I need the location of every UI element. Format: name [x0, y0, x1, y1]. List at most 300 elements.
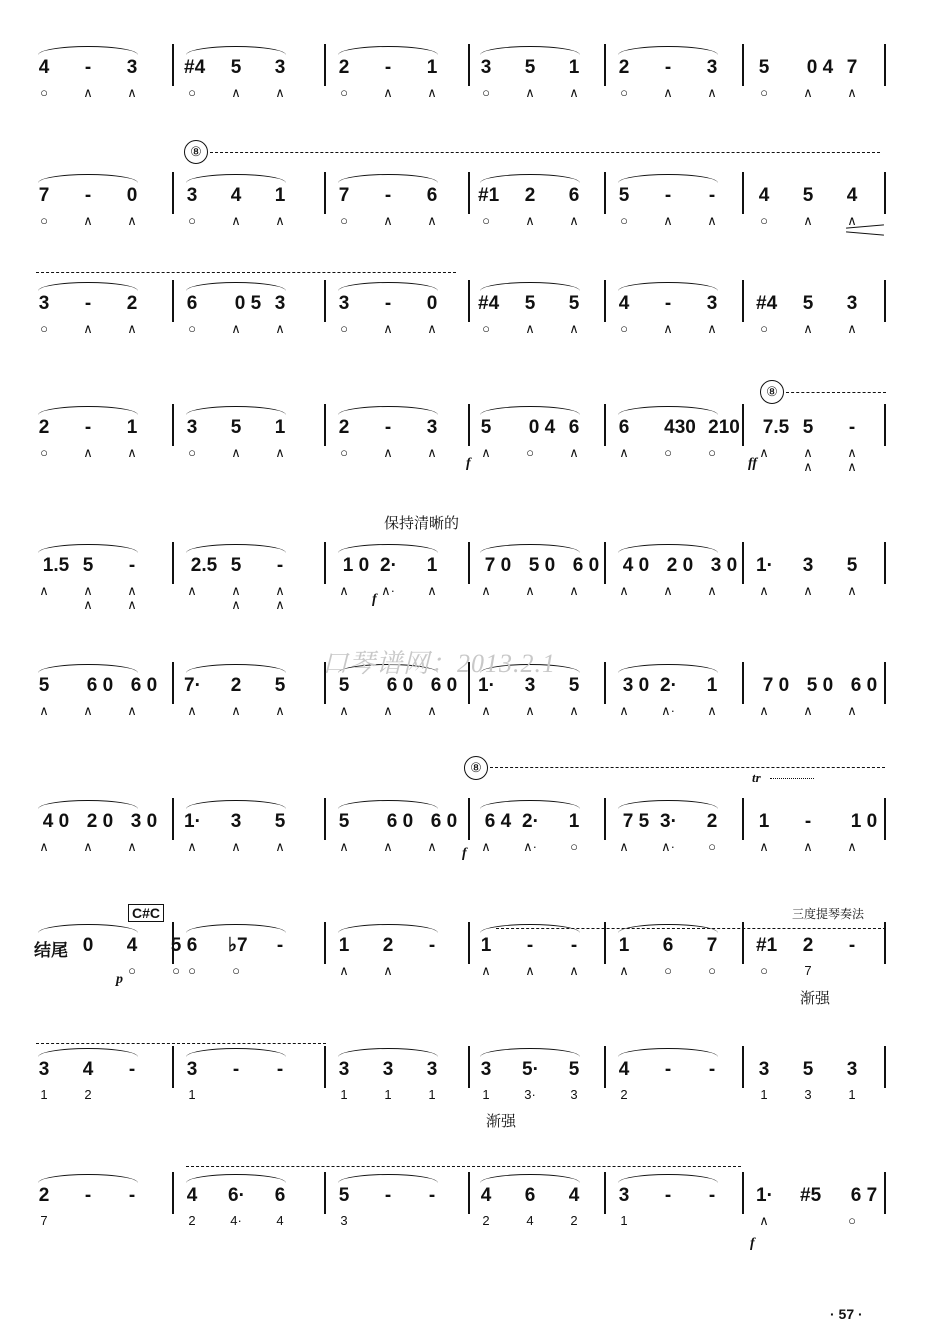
note: 1 — [426, 57, 438, 78]
bar-line — [468, 1172, 470, 1214]
slur — [480, 406, 580, 415]
technique-mark: ∧ — [569, 85, 579, 100]
technique-mark: ∧ — [525, 963, 535, 978]
technique-mark: ∧ — [83, 85, 93, 100]
note: 6 — [662, 935, 674, 956]
note: 6 0 — [430, 811, 458, 832]
note: 7 — [706, 935, 718, 956]
note: - — [848, 417, 856, 438]
note: 6 0 — [130, 675, 158, 696]
technique-mark: ∧ — [187, 583, 197, 598]
note: - — [84, 293, 92, 314]
technique-mark: 4 — [526, 1213, 534, 1228]
technique-mark: ∧ — [619, 583, 629, 598]
note: #4 — [478, 293, 500, 314]
slur — [618, 46, 718, 55]
note: 1· — [478, 675, 495, 696]
note: 3 — [524, 675, 536, 696]
bar-line — [884, 172, 886, 214]
octave-line-1 — [210, 152, 880, 153]
note: 5 0 — [806, 675, 834, 696]
note: - — [428, 935, 436, 956]
technique-mark: ○ — [760, 213, 768, 228]
technique-mark: ∧ — [231, 213, 241, 228]
note: 5 — [230, 555, 242, 576]
dynamic-f-2: f — [372, 592, 377, 607]
technique-mark: ∧ — [383, 963, 393, 978]
note: 3 — [126, 57, 138, 78]
note: 6 0 — [386, 675, 414, 696]
bar-line — [172, 404, 174, 446]
note: - — [664, 57, 672, 78]
note: #1 — [756, 935, 778, 956]
bar-line — [324, 922, 326, 964]
technique-mark: ○ — [128, 963, 136, 978]
dynamic-p: p — [116, 972, 123, 987]
note: 2· — [522, 811, 539, 832]
note: 2 — [802, 935, 814, 956]
bar-line — [884, 662, 886, 704]
bar-line — [604, 280, 606, 322]
technique-mark: ∧ — [427, 321, 437, 336]
note: 1· — [756, 1185, 773, 1206]
technique-mark: ∧ — [759, 583, 769, 598]
technique-mark: 1 — [40, 1087, 48, 1102]
technique-mark: ∧ — [707, 583, 717, 598]
slur — [38, 664, 138, 673]
ending-label: 结尾 — [34, 941, 68, 960]
note: 1 0 — [850, 811, 878, 832]
technique-mark: ∧ — [663, 85, 673, 100]
slur — [618, 664, 718, 673]
note: 3 — [338, 1059, 350, 1080]
bar-line — [172, 44, 174, 86]
note: 4 — [82, 1059, 94, 1080]
crescendo-hairpin-2 — [846, 231, 884, 235]
slur — [480, 1048, 580, 1057]
slur — [38, 174, 138, 183]
note: 6 0 — [572, 555, 600, 576]
note: 7 0 — [484, 555, 512, 576]
note: 7 0 — [762, 675, 790, 696]
technique-mark: ∧ — [481, 583, 491, 598]
note: - — [570, 935, 578, 956]
bar-line — [742, 1172, 744, 1214]
bar-line — [172, 280, 174, 322]
technique-mark: ○ — [708, 839, 716, 854]
technique-mark: 4 — [276, 1213, 284, 1228]
bar-line — [468, 542, 470, 584]
slur — [618, 282, 718, 291]
bar-line — [324, 542, 326, 584]
technique-mark: ∧ — [39, 703, 49, 718]
note: 2 — [618, 57, 630, 78]
note: - — [384, 57, 392, 78]
note: 3 — [480, 1059, 492, 1080]
note: 3 — [618, 1185, 630, 1206]
octave-line-6 — [36, 1043, 326, 1044]
technique-mark: ∧ — [663, 321, 673, 336]
note: - — [276, 935, 284, 956]
note: 5 — [524, 57, 536, 78]
technique-mark: ∧ — [339, 583, 349, 598]
note: 1 — [274, 185, 286, 206]
technique-mark: ∧ — [569, 321, 579, 336]
note: 4 — [230, 185, 242, 206]
technique-mark: ○ — [340, 321, 348, 336]
technique-mark: ∧ ∧ — [127, 583, 137, 612]
note: - — [384, 417, 392, 438]
note: 430 — [664, 417, 696, 438]
note: 5 — [274, 811, 286, 832]
note: 1 — [568, 57, 580, 78]
bar-line — [884, 798, 886, 840]
slur — [480, 282, 580, 291]
note: 0 4 — [528, 417, 556, 438]
note: - — [84, 417, 92, 438]
bar-line — [468, 798, 470, 840]
slur — [338, 800, 438, 809]
slur — [38, 282, 138, 291]
slur — [186, 924, 286, 933]
note: 3 — [802, 555, 814, 576]
note: 0 5 — [234, 293, 262, 314]
technique-mark: ∧ — [83, 213, 93, 228]
technique-mark: ∧ — [83, 703, 93, 718]
technique-mark: 3· — [524, 1087, 536, 1102]
note: - — [276, 1059, 284, 1080]
technique-mark: ∧ — [231, 85, 241, 100]
technique-mark: ○ — [760, 963, 768, 978]
bar-line — [742, 1046, 744, 1088]
technique-mark: ∧ — [525, 321, 535, 336]
technique-mark: ∧ — [231, 703, 241, 718]
note: 1 — [706, 675, 718, 696]
slur — [38, 406, 138, 415]
note: 5 — [524, 293, 536, 314]
technique-mark: ∧ — [619, 839, 629, 854]
technique-mark: ∧ — [481, 963, 491, 978]
technique-mark: ○ — [620, 213, 628, 228]
bar-line — [884, 44, 886, 86]
technique-mark: ○ — [188, 213, 196, 228]
note: 3 — [426, 1059, 438, 1080]
bar-line — [884, 280, 886, 322]
bar-line — [324, 1172, 326, 1214]
note: 5 0 — [528, 555, 556, 576]
note: 6 — [524, 1185, 536, 1206]
technique-mark: 2 — [570, 1213, 578, 1228]
technique-mark: ∧ — [569, 703, 579, 718]
technique-mark: ∧ — [803, 213, 813, 228]
note: - — [664, 1059, 672, 1080]
bar-line — [468, 44, 470, 86]
octave-mark-2: ⑧ — [760, 380, 784, 404]
technique-mark: ∧ — [759, 445, 769, 460]
slur — [338, 174, 438, 183]
technique-mark: ∧ — [39, 583, 49, 598]
note: - — [526, 935, 534, 956]
technique-mark: ∧ — [127, 85, 137, 100]
technique-mark: ∧ — [569, 213, 579, 228]
technique-mark: ∧ ∧ — [83, 583, 93, 612]
bar-line — [604, 662, 606, 704]
note: 1 — [568, 811, 580, 832]
technique-mark: 1 — [340, 1087, 348, 1102]
note: 6 0 — [850, 675, 878, 696]
slur — [186, 46, 286, 55]
note: 3 — [382, 1059, 394, 1080]
technique-mark: ∧ — [847, 213, 857, 228]
technique-mark: ○ — [40, 445, 48, 460]
note: - — [128, 1185, 136, 1206]
technique-mark: ∧ — [427, 445, 437, 460]
note: 4 — [846, 185, 858, 206]
note: 4 — [568, 1185, 580, 1206]
technique-mark: ∧ — [231, 839, 241, 854]
note: 3 — [38, 1059, 50, 1080]
technique-mark: 1 — [428, 1087, 436, 1102]
technique-mark: ∧ — [275, 213, 285, 228]
note: 0 4 — [806, 57, 834, 78]
technique-mark: 3 — [340, 1213, 348, 1228]
note: - — [708, 1059, 716, 1080]
bar-line — [742, 280, 744, 322]
bar-line — [324, 280, 326, 322]
note: 3 — [426, 417, 438, 438]
note: - — [232, 1059, 240, 1080]
octave-mark-3: ⑧ — [464, 756, 488, 780]
technique-mark: 2 — [482, 1213, 490, 1228]
technique-mark: ∧ — [383, 321, 393, 336]
technique-mark: ∧ — [187, 839, 197, 854]
technique-mark: ∧ — [427, 703, 437, 718]
note: - — [384, 185, 392, 206]
note: 1 — [126, 417, 138, 438]
technique-mark: ∧ — [847, 583, 857, 598]
note: - — [708, 1185, 716, 1206]
technique-mark: ○ — [482, 85, 490, 100]
technique-mark: ○ — [232, 963, 240, 978]
note: 2 — [38, 417, 50, 438]
note: 210 — [708, 417, 740, 438]
technique-mark: ○ — [188, 85, 196, 100]
slur — [338, 406, 438, 415]
slur — [618, 544, 718, 553]
technique-mark: ∧ — [619, 963, 629, 978]
note: 2 — [230, 675, 242, 696]
slur — [186, 406, 286, 415]
technique-mark: ∧ — [383, 213, 393, 228]
technique-mark: 4· — [230, 1213, 242, 1228]
note: 3 0 — [622, 675, 650, 696]
technique-mark: ∧ — [619, 445, 629, 460]
note: 7.5 — [762, 417, 790, 438]
note: 2· — [660, 675, 677, 696]
note: 6 — [618, 417, 630, 438]
note: 1 — [480, 935, 492, 956]
note: - — [384, 293, 392, 314]
bar-line — [604, 44, 606, 86]
note: 2 0 — [86, 811, 114, 832]
note: 3 — [338, 293, 350, 314]
bar-line — [324, 404, 326, 446]
technique-mark: ○ — [40, 85, 48, 100]
note: 4 — [38, 57, 50, 78]
technique-mark: ∧· — [661, 703, 675, 718]
note: 2 — [706, 811, 718, 832]
bar-line — [884, 542, 886, 584]
note: 5 — [480, 417, 492, 438]
note: 1· — [756, 555, 773, 576]
technique-mark: 2 — [620, 1087, 628, 1102]
note: 5 — [568, 293, 580, 314]
note: 5 — [802, 1059, 814, 1080]
technique-mark: ∧ — [339, 839, 349, 854]
bar-line — [324, 1046, 326, 1088]
technique-mark: ∧ — [803, 85, 813, 100]
technique-mark: ∧ — [127, 839, 137, 854]
bar-line — [468, 404, 470, 446]
trill-wave — [770, 778, 814, 779]
note: 2 0 — [666, 555, 694, 576]
note: ♭7 — [228, 935, 248, 956]
slur — [38, 1174, 138, 1183]
technique-mark: ○ — [570, 839, 578, 854]
technique-mark: ○ — [848, 1213, 856, 1228]
key-change-box: C#C — [128, 904, 164, 922]
technique-mark: ∧ — [187, 703, 197, 718]
note: - — [664, 185, 672, 206]
technique-mark: ∧ — [803, 321, 813, 336]
note: 4 — [618, 1059, 630, 1080]
octave-line-7 — [186, 1166, 741, 1167]
technique-mark: ∧ — [663, 583, 673, 598]
slur — [186, 664, 286, 673]
note: 3 — [846, 1059, 858, 1080]
bar-line — [468, 280, 470, 322]
slur — [338, 544, 438, 553]
note: 6 0 — [86, 675, 114, 696]
note: - — [384, 1185, 392, 1206]
note: 3 0 — [710, 555, 738, 576]
technique-mark: ∧ — [707, 213, 717, 228]
technique-mark: ∧ ∧ — [231, 583, 241, 612]
note: - — [428, 1185, 436, 1206]
bar-line — [468, 172, 470, 214]
note: 6· — [228, 1185, 245, 1206]
technique-mark: ∧ — [83, 445, 93, 460]
technique-mark: ∧ ∧ — [275, 583, 285, 612]
crescendo-label-2: 渐强 — [486, 1113, 517, 1130]
note: 3 — [706, 57, 718, 78]
slur — [618, 1048, 718, 1057]
technique-mark: ∧ — [127, 445, 137, 460]
technique-mark: ∧ — [339, 963, 349, 978]
note: 3 — [480, 57, 492, 78]
note: 7· — [184, 675, 201, 696]
technique-mark: ∧ — [339, 703, 349, 718]
note: 5· — [522, 1059, 539, 1080]
slur — [480, 174, 580, 183]
technique-mark: ∧ — [427, 85, 437, 100]
note: 3 — [186, 1059, 198, 1080]
technique-mark: ○ — [188, 963, 196, 978]
bar-line — [742, 798, 744, 840]
technique-mark: 7 — [804, 963, 812, 978]
note: 4 — [186, 1185, 198, 1206]
bar-line — [324, 172, 326, 214]
note: 1 0 — [342, 555, 370, 576]
dynamic-f-1: f — [466, 456, 471, 471]
note: 3· — [660, 811, 677, 832]
technique-mark: ○ — [708, 963, 716, 978]
note: 5 — [170, 935, 182, 956]
note: 6 — [568, 185, 580, 206]
note: #4 — [756, 293, 778, 314]
bar-line — [172, 542, 174, 584]
note: 4 0 — [42, 811, 70, 832]
note: 7 — [38, 185, 50, 206]
note: 3 — [706, 293, 718, 314]
note: - — [708, 185, 716, 206]
note: 5 — [802, 293, 814, 314]
technique-mark: ∧ — [707, 703, 717, 718]
note: 0 — [426, 293, 438, 314]
note: 2 — [338, 57, 350, 78]
note: 4 — [618, 293, 630, 314]
note: - — [84, 185, 92, 206]
note: 3 0 — [130, 811, 158, 832]
dynamic-f-3: f — [462, 846, 467, 861]
technique-mark: ∧ — [275, 321, 285, 336]
note: 3 — [38, 293, 50, 314]
slur — [186, 544, 286, 553]
technique-mark: ∧ — [759, 703, 769, 718]
technique-mark: ∧ — [569, 583, 579, 598]
note: 5 — [802, 185, 814, 206]
technique-mark: ∧ — [127, 213, 137, 228]
bar-line — [172, 798, 174, 840]
note: 2 — [38, 1185, 50, 1206]
note: - — [128, 1059, 136, 1080]
bar-line — [468, 922, 470, 964]
note: 5 — [338, 675, 350, 696]
technique-mark: ○ — [188, 321, 196, 336]
technique-mark: ∧ — [481, 703, 491, 718]
technique-mark: ○ — [760, 321, 768, 336]
note: - — [276, 555, 284, 576]
note: 5 — [230, 417, 242, 438]
slur — [480, 544, 580, 553]
slur — [186, 174, 286, 183]
slur — [38, 1048, 138, 1057]
technique-mark: ∧ — [275, 445, 285, 460]
note: 5 — [618, 185, 630, 206]
slur — [338, 1048, 438, 1057]
note: 2.5 — [190, 555, 218, 576]
technique-mark: ∧ — [525, 703, 535, 718]
technique-mark: ○ — [40, 213, 48, 228]
note: 4 — [480, 1185, 492, 1206]
slur — [186, 1174, 286, 1183]
note: - — [84, 57, 92, 78]
slur — [618, 800, 718, 809]
technique-mark: ∧ — [847, 85, 857, 100]
technique-mark: ∧ — [525, 85, 535, 100]
note: 1 — [338, 935, 350, 956]
bar-line — [742, 44, 744, 86]
